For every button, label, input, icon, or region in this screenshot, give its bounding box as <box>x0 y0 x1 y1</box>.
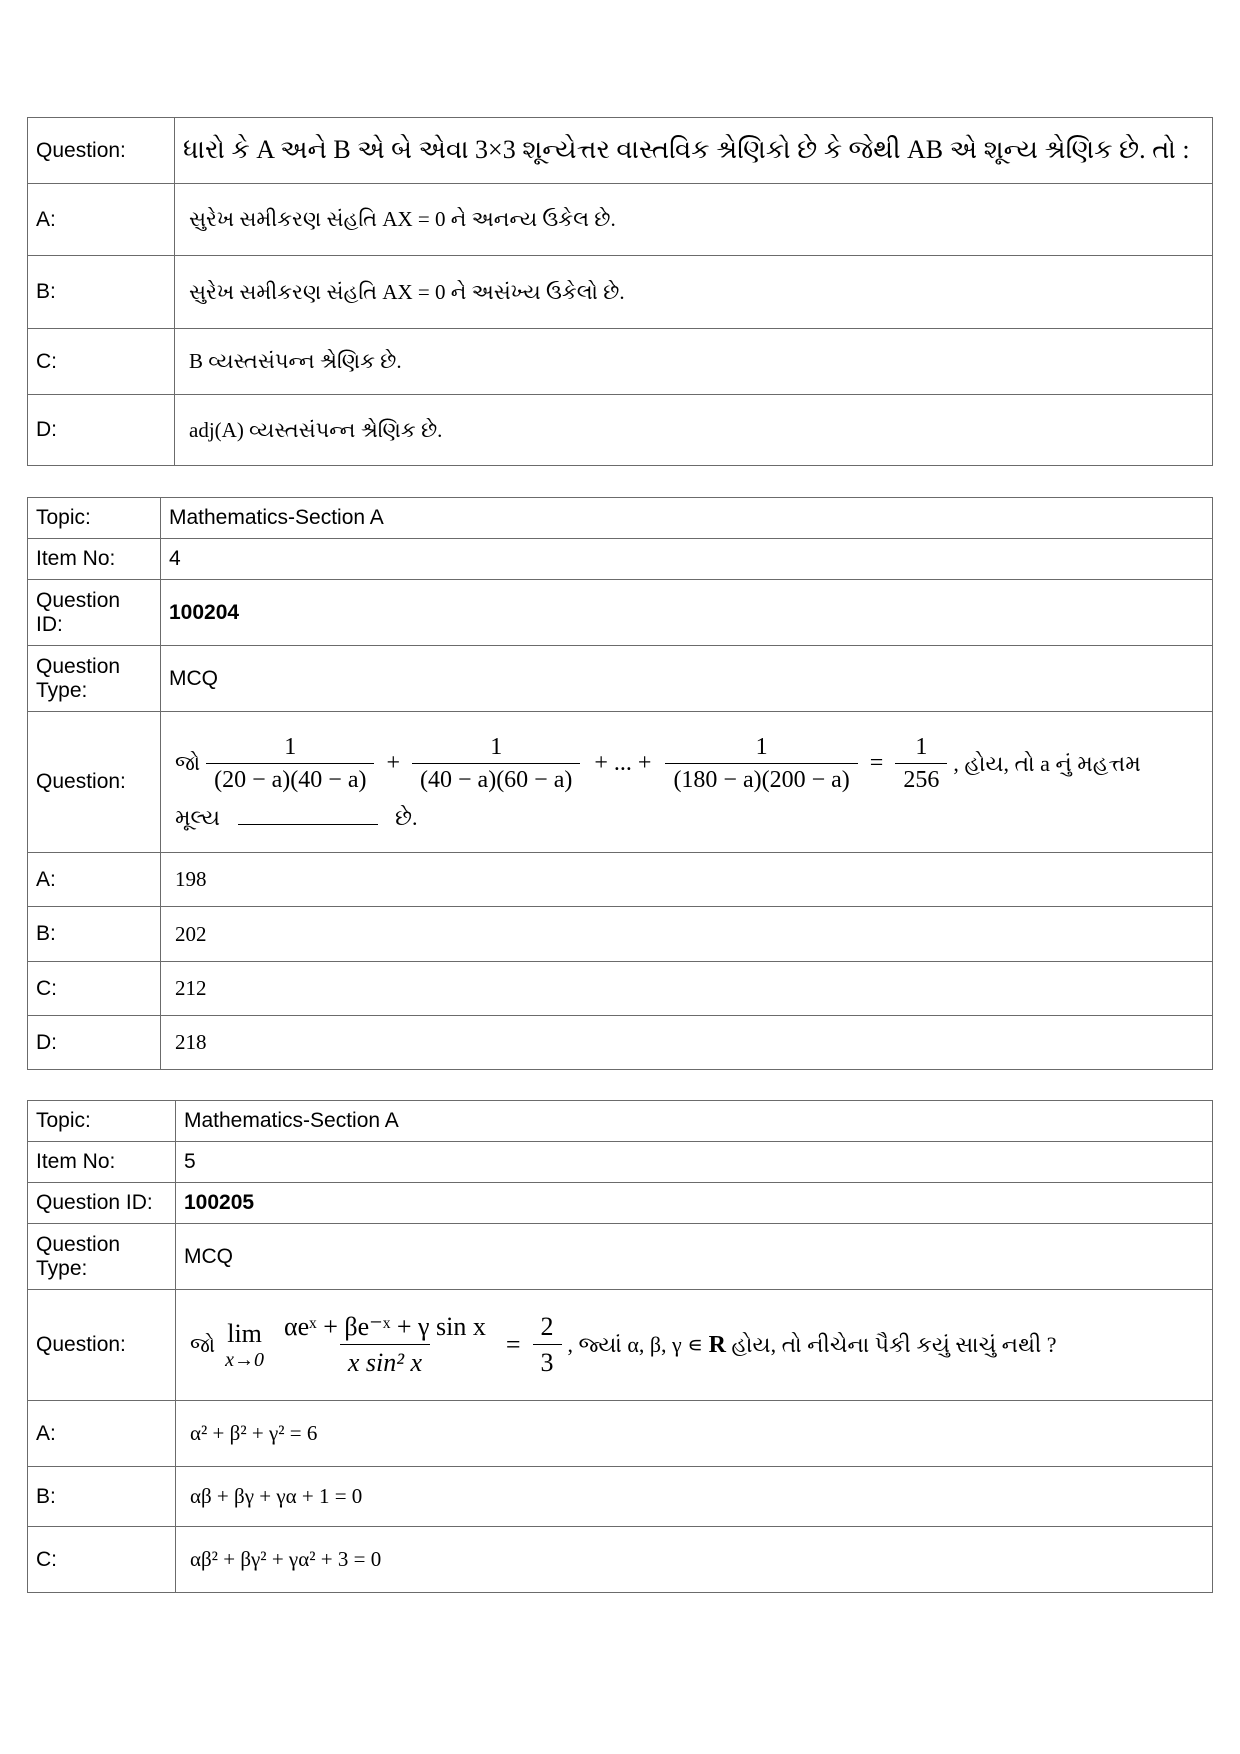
question-row <box>28 1290 1213 1401</box>
question-type-label: Question Type: <box>28 1224 176 1290</box>
item-value: 5 <box>176 1142 1213 1183</box>
answer-blank <box>238 802 378 825</box>
option-label: A: <box>28 184 175 256</box>
option-row-c <box>28 1527 1213 1593</box>
topic-label: Topic: <box>28 498 161 539</box>
option-label: B: <box>28 1467 176 1527</box>
fraction-denominator: (180 − a)(200 − a) <box>665 763 857 794</box>
option-row-c <box>28 329 1213 395</box>
option-row-b <box>28 1467 1213 1527</box>
option-label: C: <box>28 1527 176 1593</box>
topic-row <box>28 498 1213 539</box>
fraction-2 <box>412 734 580 794</box>
topic-row <box>28 1101 1213 1142</box>
question-block-1 <box>27 117 1213 466</box>
topic-label: Topic: <box>28 1101 176 1142</box>
question-suffix-2: હોય, તો નીચેના પૈકી કયું સાચું નથી ? <box>725 1332 1057 1357</box>
fraction-numerator: 1 <box>490 733 503 760</box>
question-block-3 <box>27 1100 1213 1593</box>
question-type-value: MCQ <box>161 646 1213 712</box>
option-row-a <box>28 184 1213 256</box>
question-prefix: જો <box>190 1332 216 1357</box>
question-id-label: Question ID: <box>28 1183 176 1224</box>
option-label: C: <box>28 329 175 395</box>
question-row <box>28 712 1213 853</box>
real-numbers-symbol: R <box>708 1331 726 1358</box>
option-label: B: <box>28 907 161 962</box>
limit-fraction <box>276 1312 494 1378</box>
question-label: Question: <box>28 712 161 853</box>
option-label: C: <box>28 962 161 1016</box>
option-row-c <box>28 962 1213 1016</box>
ellipsis: + ... + <box>594 750 652 776</box>
question-line-2 <box>175 802 1204 831</box>
option-text: 212 <box>161 962 1213 1016</box>
option-text: αβ + βγ + γα + 1 = 0 <box>176 1467 1213 1527</box>
question-prefix: જો <box>175 751 201 775</box>
fraction-3 <box>665 734 857 794</box>
question-id-row <box>28 580 1213 646</box>
fraction-denominator: (20 − a)(40 − a) <box>206 763 374 794</box>
limit-subscript: x→0 <box>225 1348 265 1371</box>
option-row-b <box>28 907 1213 962</box>
question-type-value: MCQ <box>176 1224 1213 1290</box>
option-label: D: <box>28 1016 161 1070</box>
option-text: B વ્યસ્તસંપન્ન શ્રેણિક છે. <box>175 329 1213 395</box>
question-type-row <box>28 646 1213 712</box>
option-label: A: <box>28 853 161 907</box>
option-text: સુરેખ સમીકરણ સંહતિ AX = 0 ને અનન્ય ઉકેલ છે. <box>175 184 1213 256</box>
question-line2-start: મૂલ્ય <box>175 804 220 830</box>
option-row-d <box>28 395 1213 466</box>
fraction-denominator: x sin² x <box>340 1344 430 1378</box>
question-suffix: , હોય, તો a નું મહત્તમ <box>953 750 1141 776</box>
fraction-numerator: 2 <box>540 1312 554 1341</box>
topic-value: Mathematics-Section A <box>176 1101 1213 1142</box>
item-label: Item No: <box>28 539 161 580</box>
question-text: ધારો કે A અને B એ બે એવા 3×3 શૂન્યેત્તર વાસ્તવિક શ્રેણિકો છે કે જેથી AB એ શૂન્ય શ્રેણિક છે. તો : <box>175 118 1213 184</box>
option-label: D: <box>28 395 175 466</box>
fraction-denominator: 256 <box>895 763 947 794</box>
equals-sign: = <box>869 750 884 776</box>
option-label: B: <box>28 256 175 329</box>
question-block-2 <box>27 497 1213 1070</box>
question-type-label: Question Type: <box>28 646 161 712</box>
question-body <box>161 712 1213 853</box>
topic-value: Mathematics-Section A <box>161 498 1213 539</box>
option-text: 202 <box>161 907 1213 962</box>
item-row <box>28 1142 1213 1183</box>
option-row-a <box>28 853 1213 907</box>
question-label: Question: <box>28 1290 176 1401</box>
question-math-line <box>190 1312 1204 1378</box>
question-label: Question: <box>28 118 175 184</box>
option-text: 218 <box>161 1016 1213 1070</box>
question-type-row <box>28 1224 1213 1290</box>
question-id-row <box>28 1183 1213 1224</box>
option-text: સુરેખ સમીકરણ સંહતિ AX = 0 ને અસંખ્ય ઉકેલો છે. <box>175 256 1213 329</box>
question-line2-end: છે. <box>395 804 418 830</box>
question-row <box>28 118 1213 184</box>
item-label: Item No: <box>28 1142 176 1183</box>
limit-word: lim <box>227 1318 262 1348</box>
option-text: α² + β² + γ² = 6 <box>176 1401 1213 1467</box>
fraction-denominator: 3 <box>533 1344 562 1378</box>
item-row <box>28 539 1213 580</box>
option-row-a <box>28 1401 1213 1467</box>
fraction-1 <box>206 734 374 794</box>
item-value: 4 <box>161 539 1213 580</box>
question-body <box>176 1290 1213 1401</box>
fraction-numerator: 1 <box>915 733 928 760</box>
fraction-numerator: 1 <box>755 733 768 760</box>
equals-sign: = <box>505 1330 521 1359</box>
plus-sign: + <box>386 750 401 776</box>
question-math-line <box>175 734 1204 794</box>
option-row-d <box>28 1016 1213 1070</box>
option-label: A: <box>28 1401 176 1467</box>
option-text: adj(A) વ્યસ્તસંપન્ન શ્રેણિક છે. <box>175 395 1213 466</box>
fraction-denominator: (40 − a)(60 − a) <box>412 763 580 794</box>
question-suffix-1: , જ્યાં α, β, γ ∊ <box>567 1332 709 1357</box>
option-row-b <box>28 256 1213 329</box>
option-text: αβ² + βγ² + γα² + 3 = 0 <box>176 1527 1213 1593</box>
question-id-value: 100204 <box>161 580 1213 646</box>
fraction-rhs <box>895 734 947 794</box>
fraction-numerator: 1 <box>284 733 297 760</box>
fraction-rhs <box>533 1312 562 1378</box>
question-id-label: Question ID: <box>28 580 161 646</box>
fraction-numerator: αeˣ + βe⁻ˣ + γ sin x <box>284 1312 486 1341</box>
limit <box>225 1319 264 1372</box>
option-text: 198 <box>161 853 1213 907</box>
question-id-value: 100205 <box>176 1183 1213 1224</box>
